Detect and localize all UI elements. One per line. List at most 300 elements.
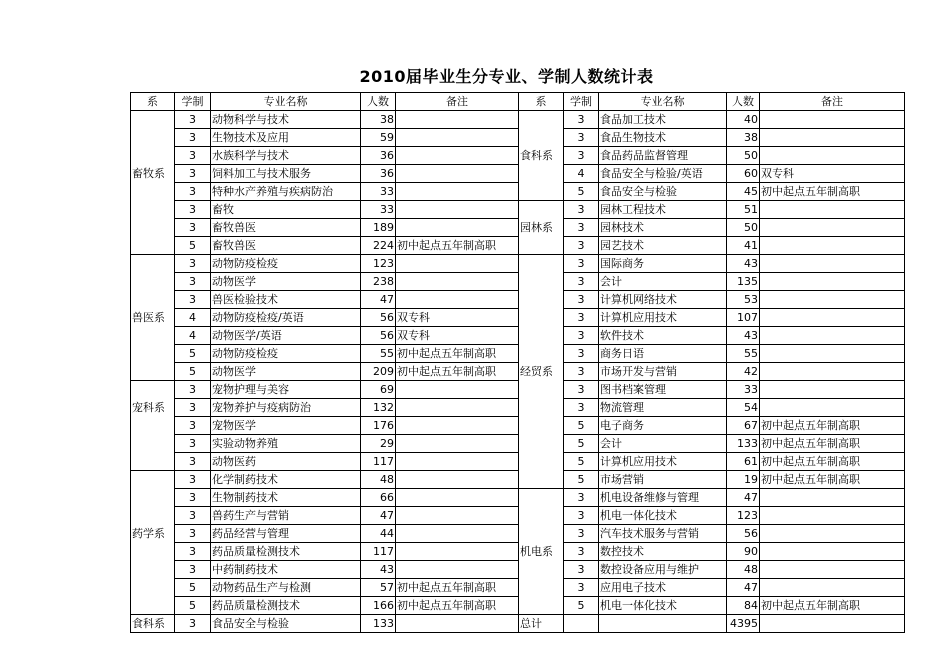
left-count-cell: 48	[361, 471, 396, 489]
right-years-cell: 3	[564, 273, 599, 291]
left-major-cell: 动物医学	[211, 363, 361, 381]
left-note-cell	[396, 111, 519, 129]
left-years-cell: 3	[175, 471, 211, 489]
left-years-cell: 4	[175, 327, 211, 345]
right-count-cell: 135	[727, 273, 760, 291]
left-count-cell: 166	[361, 597, 396, 615]
header-count-right: 人数	[727, 93, 760, 111]
table-row	[131, 327, 905, 345]
right-note-cell	[760, 507, 905, 525]
right-note-cell: 初中起点五年制高职	[760, 597, 905, 615]
left-years-cell: 3	[175, 183, 211, 201]
right-note-cell	[760, 111, 905, 129]
right-major-cell: 应用电子技术	[599, 579, 727, 597]
right-dept-cell	[519, 417, 564, 435]
left-count-cell: 29	[361, 435, 396, 453]
left-dept-cell	[131, 543, 175, 561]
right-major-cell: 食品安全与检验/英语	[599, 165, 727, 183]
left-count-cell: 44	[361, 525, 396, 543]
right-major-cell: 园艺技术	[599, 237, 727, 255]
right-count-cell: 67	[727, 417, 760, 435]
right-years-cell: 3	[564, 381, 599, 399]
right-dept-cell	[519, 237, 564, 255]
left-note-cell	[396, 615, 519, 633]
right-major-cell: 机电设备维修与管理	[599, 489, 727, 507]
left-count-cell: 59	[361, 129, 396, 147]
right-major-cell: 食品药品监督管理	[599, 147, 727, 165]
left-major-cell: 饲料加工与技术服务	[211, 165, 361, 183]
right-years-cell: 3	[564, 579, 599, 597]
left-years-cell: 3	[175, 399, 211, 417]
left-years-cell: 5	[175, 363, 211, 381]
right-dept-cell	[519, 525, 564, 543]
right-major-cell: 食品安全与检验	[599, 183, 727, 201]
left-years-cell: 5	[175, 579, 211, 597]
right-dept-cell	[519, 435, 564, 453]
right-years-cell: 5	[564, 435, 599, 453]
right-count-cell: 51	[727, 201, 760, 219]
right-dept-cell: 园林系	[519, 219, 564, 237]
left-major-cell: 兽医检验技术	[211, 291, 361, 309]
left-count-cell: 69	[361, 381, 396, 399]
right-years-cell: 3	[564, 525, 599, 543]
right-major-cell: 物流管理	[599, 399, 727, 417]
left-count-cell: 55	[361, 345, 396, 363]
left-years-cell: 3	[175, 381, 211, 399]
right-note-cell	[760, 273, 905, 291]
right-dept-cell	[519, 291, 564, 309]
right-note-cell	[760, 327, 905, 345]
right-major-cell: 机电一体化技术	[599, 597, 727, 615]
right-count-cell: 133	[727, 435, 760, 453]
left-major-cell: 生物技术及应用	[211, 129, 361, 147]
left-major-cell: 动物医学/英语	[211, 327, 361, 345]
left-dept-cell	[131, 183, 175, 201]
left-major-cell: 动物防疫检疫	[211, 345, 361, 363]
right-years-cell: 3	[564, 291, 599, 309]
right-dept-cell: 食科系	[519, 147, 564, 165]
left-note-cell	[396, 471, 519, 489]
right-major-cell: 食品加工技术	[599, 111, 727, 129]
right-years-cell: 3	[564, 129, 599, 147]
left-count-cell: 117	[361, 543, 396, 561]
left-note-cell	[396, 399, 519, 417]
header-years-right: 学制	[564, 93, 599, 111]
table-row	[131, 363, 905, 381]
left-note-cell	[396, 201, 519, 219]
left-dept-cell	[131, 237, 175, 255]
left-count-cell: 176	[361, 417, 396, 435]
table-row	[131, 183, 905, 201]
right-count-cell: 47	[727, 489, 760, 507]
right-major-cell: 会计	[599, 435, 727, 453]
left-count-cell: 36	[361, 165, 396, 183]
right-note-cell: 初中起点五年制高职	[760, 453, 905, 471]
right-note-cell	[760, 201, 905, 219]
left-major-cell: 动物医药	[211, 453, 361, 471]
right-count-cell: 43	[727, 327, 760, 345]
right-count-cell: 123	[727, 507, 760, 525]
right-count-cell: 61	[727, 453, 760, 471]
left-dept-cell: 药学系	[131, 525, 175, 543]
left-major-cell: 食品安全与检验	[211, 615, 361, 633]
left-dept-cell	[131, 201, 175, 219]
right-years-cell: 3	[564, 237, 599, 255]
left-dept-cell	[131, 147, 175, 165]
left-major-cell: 宠物医学	[211, 417, 361, 435]
right-years-cell: 3	[564, 363, 599, 381]
page-title: 2010届毕业生分专业、学制人数统计表	[359, 67, 654, 86]
right-years-cell: 3	[564, 111, 599, 129]
left-years-cell: 5	[175, 597, 211, 615]
left-note-cell	[396, 543, 519, 561]
table-row	[131, 165, 905, 183]
table-row	[131, 615, 905, 633]
right-years-cell: 3	[564, 309, 599, 327]
header-row	[131, 93, 905, 111]
left-note-cell	[396, 183, 519, 201]
table-row	[131, 219, 905, 237]
left-note-cell: 初中起点五年制高职	[396, 579, 519, 597]
left-years-cell: 3	[175, 453, 211, 471]
right-major-cell: 数控技术	[599, 543, 727, 561]
left-note-cell	[396, 453, 519, 471]
right-dept-cell: 经贸系	[519, 363, 564, 381]
right-major-cell: 电子商务	[599, 417, 727, 435]
left-dept-cell	[131, 453, 175, 471]
right-major-cell: 国际商务	[599, 255, 727, 273]
right-major-cell: 数控设备应用与维护	[599, 561, 727, 579]
left-count-cell: 38	[361, 111, 396, 129]
right-years-cell: 4	[564, 165, 599, 183]
left-years-cell: 5	[175, 345, 211, 363]
right-count-cell: 4395	[727, 615, 760, 633]
left-note-cell	[396, 219, 519, 237]
left-count-cell: 47	[361, 291, 396, 309]
left-note-cell	[396, 147, 519, 165]
right-dept-cell: 机电系	[519, 543, 564, 561]
right-major-cell: 机电一体化技术	[599, 507, 727, 525]
right-note-cell	[760, 525, 905, 543]
right-count-cell: 55	[727, 345, 760, 363]
left-note-cell	[396, 255, 519, 273]
right-years-cell: 5	[564, 471, 599, 489]
right-dept-cell	[519, 309, 564, 327]
left-count-cell: 43	[361, 561, 396, 579]
left-dept-cell	[131, 111, 175, 129]
left-major-cell: 动物防疫检疫/英语	[211, 309, 361, 327]
right-note-cell	[760, 561, 905, 579]
left-major-cell: 动物科学与技术	[211, 111, 361, 129]
right-note-cell: 初中起点五年制高职	[760, 183, 905, 201]
left-major-cell: 化学制药技术	[211, 471, 361, 489]
left-dept-cell	[131, 291, 175, 309]
right-note-cell	[760, 237, 905, 255]
left-dept-cell	[131, 273, 175, 291]
left-count-cell: 224	[361, 237, 396, 255]
left-note-cell	[396, 273, 519, 291]
table-row	[131, 309, 905, 327]
left-major-cell: 药品质量检测技术	[211, 597, 361, 615]
table-row	[131, 273, 905, 291]
right-major-cell: 商务日语	[599, 345, 727, 363]
left-dept-cell: 食科系	[131, 615, 175, 633]
left-note-cell	[396, 525, 519, 543]
right-dept-cell	[519, 327, 564, 345]
header-count-left: 人数	[361, 93, 396, 111]
right-note-cell	[760, 399, 905, 417]
right-years-cell: 3	[564, 255, 599, 273]
right-dept-cell	[519, 507, 564, 525]
left-years-cell: 3	[175, 111, 211, 129]
right-note-cell: 初中起点五年制高职	[760, 435, 905, 453]
left-note-cell: 初中起点五年制高职	[396, 345, 519, 363]
left-note-cell: 双专科	[396, 327, 519, 345]
left-dept-cell	[131, 219, 175, 237]
right-count-cell: 48	[727, 561, 760, 579]
right-count-cell: 50	[727, 219, 760, 237]
left-count-cell: 132	[361, 399, 396, 417]
left-major-cell: 特种水产养殖与疾病防治	[211, 183, 361, 201]
right-count-cell: 60	[727, 165, 760, 183]
right-years-cell: 3	[564, 399, 599, 417]
left-years-cell: 3	[175, 417, 211, 435]
right-dept-cell	[519, 597, 564, 615]
left-major-cell: 宠物养护与疫病防治	[211, 399, 361, 417]
left-years-cell: 4	[175, 309, 211, 327]
left-major-cell: 药品经营与管理	[211, 525, 361, 543]
right-count-cell: 42	[727, 363, 760, 381]
right-dept-cell	[519, 561, 564, 579]
right-count-cell: 40	[727, 111, 760, 129]
header-major-left: 专业名称	[211, 93, 361, 111]
right-note-cell: 双专科	[760, 165, 905, 183]
right-major-cell: 食品生物技术	[599, 129, 727, 147]
left-years-cell: 3	[175, 273, 211, 291]
left-dept-cell: 畜牧系	[131, 165, 175, 183]
table-row	[131, 255, 905, 273]
right-dept-cell	[519, 255, 564, 273]
table-row	[131, 345, 905, 363]
left-note-cell	[396, 507, 519, 525]
left-dept-cell	[131, 507, 175, 525]
right-years-cell: 3	[564, 327, 599, 345]
left-major-cell: 宠物护理与美容	[211, 381, 361, 399]
right-major-cell: 图书档案管理	[599, 381, 727, 399]
right-dept-cell	[519, 129, 564, 147]
left-dept-cell	[131, 579, 175, 597]
left-dept-cell	[131, 255, 175, 273]
right-years-cell: 5	[564, 453, 599, 471]
left-note-cell: 初中起点五年制高职	[396, 237, 519, 255]
table-row	[131, 381, 905, 399]
left-major-cell: 动物防疫检疫	[211, 255, 361, 273]
right-count-cell: 19	[727, 471, 760, 489]
left-major-cell: 动物药品生产与检测	[211, 579, 361, 597]
right-count-cell: 45	[727, 183, 760, 201]
right-major-cell: 园林技术	[599, 219, 727, 237]
table-row	[131, 129, 905, 147]
table-row	[131, 201, 905, 219]
right-dept-cell	[519, 201, 564, 219]
right-dept-cell	[519, 453, 564, 471]
right-dept-cell	[519, 273, 564, 291]
right-note-cell: 初中起点五年制高职	[760, 471, 905, 489]
right-note-cell	[760, 579, 905, 597]
table-row	[131, 579, 905, 597]
table-row	[131, 435, 905, 453]
right-years-cell: 5	[564, 597, 599, 615]
header-dept-left: 系	[131, 93, 175, 111]
left-years-cell: 3	[175, 147, 211, 165]
right-note-cell	[760, 381, 905, 399]
left-years-cell: 3	[175, 561, 211, 579]
right-count-cell: 53	[727, 291, 760, 309]
right-major-cell: 软件技术	[599, 327, 727, 345]
right-count-cell: 107	[727, 309, 760, 327]
left-dept-cell	[131, 489, 175, 507]
right-count-cell: 43	[727, 255, 760, 273]
table-row	[131, 291, 905, 309]
table-row	[131, 597, 905, 615]
right-note-cell	[760, 615, 905, 633]
left-years-cell: 3	[175, 435, 211, 453]
right-major-cell	[599, 615, 727, 633]
left-count-cell: 123	[361, 255, 396, 273]
left-major-cell: 畜牧兽医	[211, 237, 361, 255]
left-years-cell: 3	[175, 615, 211, 633]
left-count-cell: 209	[361, 363, 396, 381]
table-row	[131, 237, 905, 255]
left-years-cell: 3	[175, 165, 211, 183]
right-dept-cell	[519, 381, 564, 399]
left-dept-cell	[131, 561, 175, 579]
right-years-cell: 3	[564, 561, 599, 579]
right-major-cell: 计算机网络技术	[599, 291, 727, 309]
right-years-cell	[564, 615, 599, 633]
left-dept-cell	[131, 471, 175, 489]
left-note-cell: 初中起点五年制高职	[396, 363, 519, 381]
right-years-cell: 3	[564, 543, 599, 561]
header-note-right: 备注	[760, 93, 905, 111]
right-note-cell	[760, 309, 905, 327]
left-dept-cell	[131, 327, 175, 345]
left-years-cell: 3	[175, 255, 211, 273]
table-row	[131, 471, 905, 489]
left-note-cell	[396, 489, 519, 507]
left-note-cell	[396, 561, 519, 579]
right-count-cell: 47	[727, 579, 760, 597]
right-dept-cell: 总计	[519, 615, 564, 633]
left-count-cell: 56	[361, 309, 396, 327]
left-years-cell: 3	[175, 489, 211, 507]
right-major-cell: 园林工程技术	[599, 201, 727, 219]
right-dept-cell	[519, 345, 564, 363]
left-count-cell: 47	[361, 507, 396, 525]
header-note-left: 备注	[396, 93, 519, 111]
right-note-cell	[760, 345, 905, 363]
table-row	[131, 489, 905, 507]
table-row	[131, 111, 905, 129]
left-dept-cell	[131, 363, 175, 381]
header-major-right: 专业名称	[599, 93, 727, 111]
right-major-cell: 会计	[599, 273, 727, 291]
table-row	[131, 417, 905, 435]
left-dept-cell	[131, 597, 175, 615]
left-major-cell: 中药制药技术	[211, 561, 361, 579]
left-major-cell: 畜牧兽医	[211, 219, 361, 237]
right-note-cell	[760, 543, 905, 561]
left-note-cell	[396, 129, 519, 147]
left-years-cell: 3	[175, 543, 211, 561]
left-note-cell	[396, 291, 519, 309]
right-years-cell: 5	[564, 183, 599, 201]
right-note-cell	[760, 363, 905, 381]
table-row	[131, 561, 905, 579]
left-dept-cell: 兽医系	[131, 309, 175, 327]
left-count-cell: 57	[361, 579, 396, 597]
table-row	[131, 453, 905, 471]
right-years-cell: 3	[564, 345, 599, 363]
left-count-cell: 133	[361, 615, 396, 633]
right-years-cell: 3	[564, 219, 599, 237]
right-note-cell	[760, 255, 905, 273]
right-count-cell: 54	[727, 399, 760, 417]
right-count-cell: 38	[727, 129, 760, 147]
left-years-cell: 3	[175, 291, 211, 309]
right-note-cell	[760, 291, 905, 309]
right-dept-cell	[519, 111, 564, 129]
left-major-cell: 动物医学	[211, 273, 361, 291]
right-count-cell: 41	[727, 237, 760, 255]
right-major-cell: 计算机应用技术	[599, 453, 727, 471]
left-count-cell: 189	[361, 219, 396, 237]
right-count-cell: 56	[727, 525, 760, 543]
left-major-cell: 兽药生产与营销	[211, 507, 361, 525]
left-years-cell: 3	[175, 129, 211, 147]
table-row	[131, 399, 905, 417]
left-note-cell	[396, 381, 519, 399]
left-note-cell: 双专科	[396, 309, 519, 327]
left-years-cell: 3	[175, 219, 211, 237]
right-years-cell: 3	[564, 201, 599, 219]
left-count-cell: 33	[361, 201, 396, 219]
right-count-cell: 84	[727, 597, 760, 615]
right-years-cell: 3	[564, 489, 599, 507]
left-years-cell: 5	[175, 237, 211, 255]
right-dept-cell	[519, 489, 564, 507]
table-row	[131, 525, 905, 543]
left-major-cell: 生物制药技术	[211, 489, 361, 507]
left-years-cell: 3	[175, 201, 211, 219]
right-count-cell: 33	[727, 381, 760, 399]
right-note-cell	[760, 129, 905, 147]
left-dept-cell	[131, 129, 175, 147]
left-count-cell: 117	[361, 453, 396, 471]
right-dept-cell	[519, 183, 564, 201]
left-years-cell: 3	[175, 507, 211, 525]
left-major-cell: 实验动物养殖	[211, 435, 361, 453]
right-dept-cell	[519, 579, 564, 597]
left-note-cell	[396, 417, 519, 435]
left-dept-cell	[131, 435, 175, 453]
right-major-cell: 市场营销	[599, 471, 727, 489]
header-dept-right: 系	[519, 93, 564, 111]
right-major-cell: 计算机应用技术	[599, 309, 727, 327]
right-dept-cell	[519, 165, 564, 183]
left-dept-cell	[131, 345, 175, 363]
left-note-cell	[396, 165, 519, 183]
